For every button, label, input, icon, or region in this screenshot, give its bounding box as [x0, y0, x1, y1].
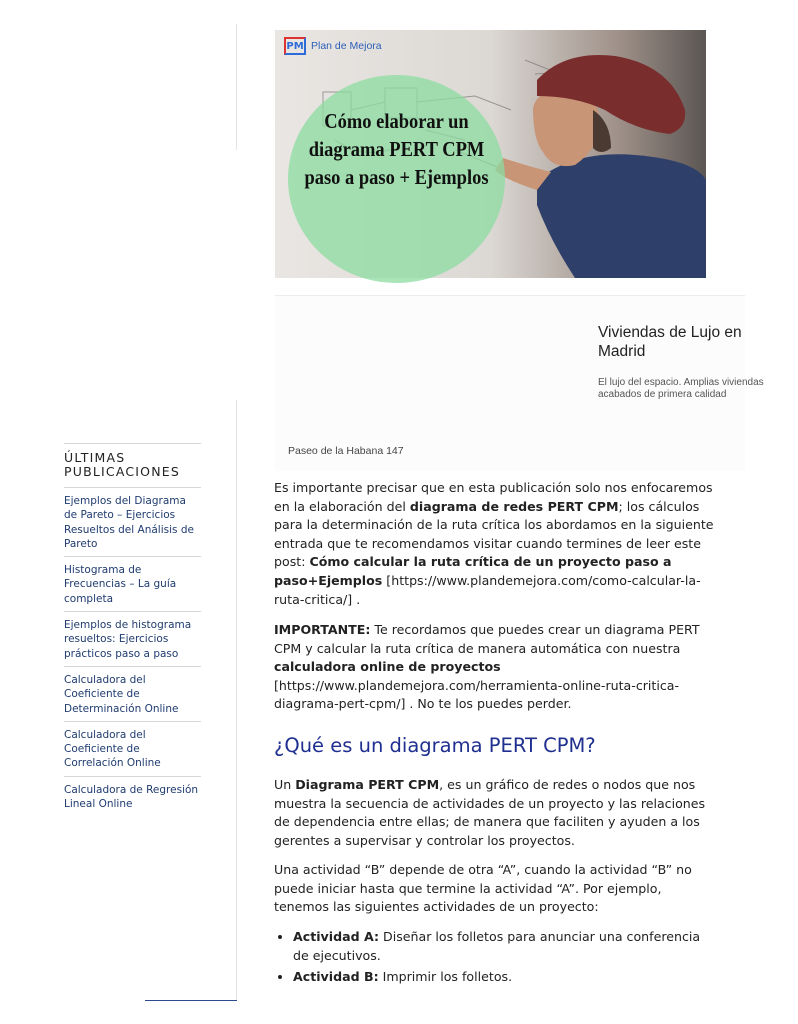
text: Te recordamos que puedes crear un diagrama PERT CPM y calcular la ruta crítica de manera automática con nuestra [274, 622, 700, 656]
text: . [352, 591, 361, 607]
text: , es un gráfico de redes o nodos que nos muestra la secuencia de actividades de un proyecto y las relaciones de dependencia entre ellas; de manera que faciliten y ayuden a los gerentes a supervisar y controlar los proyectos. [274, 777, 706, 848]
list-item [293, 968, 714, 987]
text: Un [274, 777, 296, 792]
hero-title: Cómo elaborar un diagrama PERT CPM paso a paso + Ejemplos [304, 109, 489, 189]
sidebar-divider [64, 443, 201, 444]
calculator-link[interactable] [274, 659, 501, 674]
plan-de-mejora-logo[interactable] [284, 37, 382, 55]
latest-posts-list [64, 488, 201, 816]
logo-text: Plan de Mejora [311, 40, 382, 52]
ad-subtext: El lujo del espacio. Amplias viviendas acabados de primera calidad [598, 377, 764, 400]
activity-text: Diseñar los folletos para anunciar una conferencia de ejecutivos. [293, 929, 701, 963]
activity-text: Imprimir los folletos. [378, 969, 513, 985]
sidebar-post-link[interactable]: Histograma de Frecuencias – La guía completa [64, 557, 201, 612]
sidebar-post-link[interactable]: Calculadora del Coeficiente de Correlación Online [64, 722, 201, 777]
text: ; los cálculos para la determinación de la ruta crítica los abordamos en la siguiente entrada que te recomendamos visitar cuando termines de leer este post: [274, 498, 714, 570]
text: Es importante precisar que en esta publicación solo nos enfocaremos en la elaboración del [274, 480, 713, 514]
activity-label: Actividad B: [293, 969, 379, 985]
intro-paragraph [274, 479, 714, 609]
emphasis: Diagrama PERT CPM [295, 777, 440, 792]
ad-headline: Viviendas de Lujo en Madrid [598, 324, 742, 360]
text: . No te los puedes perder. [405, 696, 572, 712]
important-label: IMPORTANTE: [274, 622, 371, 637]
advertisement-banner[interactable] [275, 295, 764, 471]
link-url: [https://www.plandemejora.com/como-calcular-la-ruta-critica/] [274, 572, 701, 607]
sidebar-heading: ÚLTIMAS PUBLICACIONES [64, 451, 201, 488]
pm-logo-icon: PM [284, 37, 306, 55]
definition-paragraph [274, 776, 714, 850]
link-text: calculadora online de proyectos [274, 659, 501, 675]
activity-label: Actividad A: [293, 929, 380, 944]
sidebar-post-link[interactable]: Calculadora de Regresión Lineal Online [64, 783, 199, 811]
sidebar-post-link[interactable]: Ejemplos del Diagrama de Pareto – Ejercicios Resueltos del Análisis de Pareto [64, 488, 201, 557]
accent-rule [145, 1000, 237, 1001]
ad-address: Paseo de la Habana 147 [288, 445, 404, 457]
list-item [293, 928, 714, 965]
sidebar-post-link[interactable]: Calculadora del Coeficiente de Determinación Online [64, 667, 201, 722]
dependency-paragraph: Una actividad “B” depende de otra “A”, cuando la actividad “B” no puede iniciar hasta que termine la actividad “A”. Por ejemplo, tenemos las siguientes actividades de un proyecto: [274, 862, 692, 915]
hero-image[interactable] [275, 30, 706, 278]
activity-list [274, 928, 714, 990]
sidebar-post-link[interactable]: Ejemplos de histograma resueltos: Ejercicios prácticos paso a paso [64, 612, 201, 667]
column-divider [236, 400, 237, 1000]
link-text: Cómo calcular la ruta crítica de un proyecto paso a paso+Ejemplos [274, 554, 672, 588]
important-note-paragraph [274, 621, 714, 714]
column-divider [236, 24, 237, 150]
latest-posts-sidebar [64, 443, 201, 816]
emphasis: diagrama de redes PERT CPM [409, 498, 619, 514]
link-url: [https://www.plandemejora.com/herramienta-online-ruta-critica-diagrama-pert-cpm/] [274, 677, 680, 712]
section-heading: ¿Qué es un diagrama PERT CPM? [274, 734, 596, 757]
